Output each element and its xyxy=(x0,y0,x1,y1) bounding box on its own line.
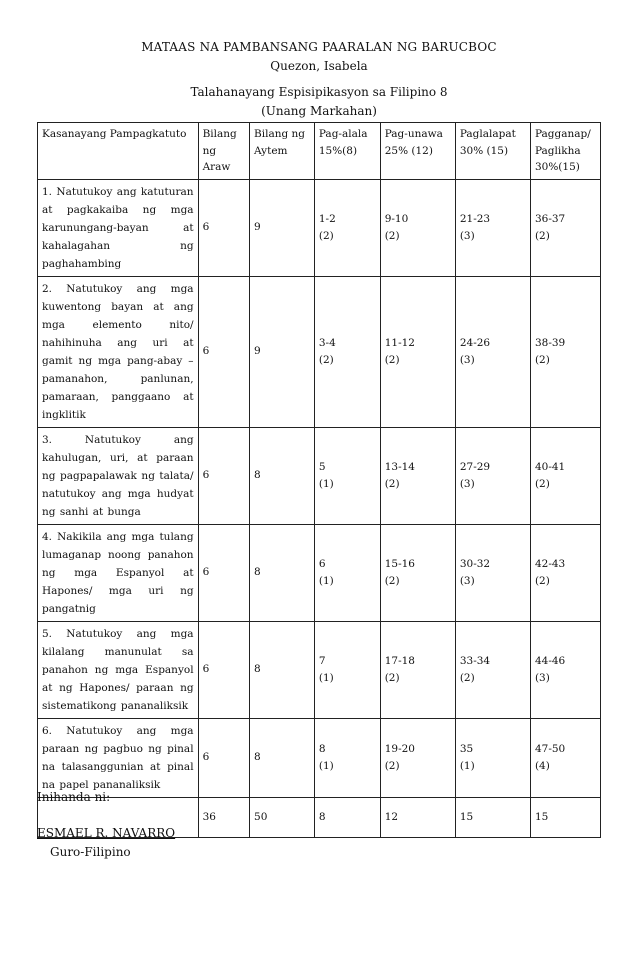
days-cell: 6 xyxy=(198,427,249,524)
understand-count: (2) xyxy=(384,574,400,587)
items-cell: 8 xyxy=(250,718,315,797)
document-title: Talahanayang Espisipikasyon sa Filipino 8 xyxy=(190,85,448,99)
apply-range: 35 xyxy=(459,743,474,755)
understand-range: 15-16 xyxy=(384,558,415,570)
create-cell xyxy=(530,427,600,524)
remember-count: (1) xyxy=(318,574,334,587)
apply-count: (3) xyxy=(459,574,475,587)
table-row xyxy=(38,179,601,276)
total-days: 36 xyxy=(198,797,249,837)
remember-cell xyxy=(314,276,380,427)
remember-cell xyxy=(314,524,380,621)
remember-count: (2) xyxy=(318,229,334,242)
understand-cell xyxy=(380,524,455,621)
total-remember: 8 xyxy=(314,797,380,837)
items-cell: 8 xyxy=(250,524,315,621)
col-header-days: Bilang ng Araw xyxy=(198,123,249,180)
table-row xyxy=(38,718,601,797)
apply-count: (3) xyxy=(459,229,475,242)
understand-range: 13-14 xyxy=(384,461,415,473)
create-count: (2) xyxy=(534,229,550,242)
apply-range: 30-32 xyxy=(459,558,491,570)
specification-table xyxy=(37,122,601,838)
remember-count: (2) xyxy=(318,353,334,366)
apply-cell xyxy=(455,276,530,427)
apply-cell xyxy=(455,621,530,718)
remember-count: (1) xyxy=(318,759,334,772)
remember-cell xyxy=(314,427,380,524)
understand-count: (2) xyxy=(384,671,400,684)
remember-range: 7 xyxy=(318,655,326,667)
remember-range: 8 xyxy=(318,743,326,755)
create-count: (4) xyxy=(534,759,550,772)
days-cell: 6 xyxy=(198,179,249,276)
understand-range: 17-18 xyxy=(384,655,415,667)
understand-range: 19-20 xyxy=(384,743,415,755)
understand-range: 9-10 xyxy=(384,213,409,225)
quarter-label: (Unang Markahan) xyxy=(261,104,377,118)
remember-range: 6 xyxy=(318,558,326,570)
skill-cell: 1. Natutukoy ang katuturan at pagkakaiba ng mga karunungang-bayan at kahalagahan ng paghahambing xyxy=(38,179,199,276)
apply-count: (1) xyxy=(459,759,475,772)
document-header xyxy=(0,38,638,121)
remember-count: (1) xyxy=(318,671,334,684)
understand-count: (2) xyxy=(384,353,400,366)
school-location: Quezon, Isabela xyxy=(270,59,368,73)
prepared-by-label: Inihanda ni: xyxy=(37,790,111,804)
skill-cell: 6. Natutukoy ang mga paraan ng pagbuo ng pinal na talasanggunian at pinal na papel pananaliksik xyxy=(38,718,199,797)
apply-count: (2) xyxy=(459,671,475,684)
days-cell: 6 xyxy=(198,524,249,621)
skill-cell: 2. Natutukoy ang mga kuwentong bayan at ang mga elemento nito/ nahihinuha ang uri at gamit ng mga pang-abay – pamanahon, panlunan, pamaraan, panggaano at ingklitik xyxy=(38,276,199,427)
apply-cell xyxy=(455,718,530,797)
create-count: (2) xyxy=(534,353,550,366)
table-row xyxy=(38,276,601,427)
days-cell: 6 xyxy=(198,718,249,797)
create-range: 42-43 xyxy=(534,558,566,570)
days-cell: 6 xyxy=(198,276,249,427)
apply-range: 24-26 xyxy=(459,337,491,349)
total-items: 50 xyxy=(250,797,315,837)
preparer-name: ESMAEL R. NAVARRO xyxy=(37,826,176,840)
create-range: 47-50 xyxy=(534,743,566,755)
total-create: 15 xyxy=(530,797,600,837)
skill-cell: 5. Natutukoy ang mga kilalang manunulat sa panahon ng mga Espanyol at ng Hapones/ paraan ng sistematikong pananaliksik xyxy=(38,621,199,718)
col-header-understand: Pag-unawa 25% (12) xyxy=(380,123,455,180)
remember-count: (1) xyxy=(318,477,334,490)
apply-cell xyxy=(455,427,530,524)
items-cell: 9 xyxy=(250,276,315,427)
apply-range: 33-34 xyxy=(459,655,491,667)
total-apply: 15 xyxy=(455,797,530,837)
remember-cell xyxy=(314,621,380,718)
skill-cell: 4. Nakikila ang mga tulang lumaganap noong panahon ng mga Espanyol at Hapones/ mga uri ng pangatnig xyxy=(38,524,199,621)
create-cell xyxy=(530,621,600,718)
apply-range: 21-23 xyxy=(459,213,491,225)
remember-range: 1-2 xyxy=(318,213,336,225)
col-header-create: Pagganap/ Paglikha 30%(15) xyxy=(530,123,600,180)
table-header-row xyxy=(38,123,601,180)
items-cell: 9 xyxy=(250,179,315,276)
preparer-role: Guro-Filipino xyxy=(50,845,131,859)
understand-cell xyxy=(380,179,455,276)
table-row xyxy=(38,621,601,718)
apply-count: (3) xyxy=(459,353,475,366)
remember-range: 3-4 xyxy=(318,337,336,349)
understand-count: (2) xyxy=(384,477,400,490)
understand-cell xyxy=(380,718,455,797)
table-row xyxy=(38,524,601,621)
understand-cell xyxy=(380,427,455,524)
total-understand: 12 xyxy=(380,797,455,837)
items-cell: 8 xyxy=(250,427,315,524)
table-row xyxy=(38,427,601,524)
create-cell xyxy=(530,179,600,276)
create-cell xyxy=(530,276,600,427)
create-range: 40-41 xyxy=(534,461,566,473)
create-range: 38-39 xyxy=(534,337,566,349)
understand-count: (2) xyxy=(384,229,400,242)
remember-cell xyxy=(314,718,380,797)
create-range: 36-37 xyxy=(534,213,566,225)
apply-cell xyxy=(455,524,530,621)
skill-cell: 3. Natutukoy ang kahulugan, uri, at paraan ng pagpapalawak ng talata/ natutukoy ang mga hudyat ng sanhi at bunga xyxy=(38,427,199,524)
remember-range: 5 xyxy=(318,461,326,473)
create-count: (2) xyxy=(534,477,550,490)
apply-count: (3) xyxy=(459,477,475,490)
days-cell: 6 xyxy=(198,621,249,718)
col-header-remember: Pag-alala 15%(8) xyxy=(314,123,380,180)
create-count: (2) xyxy=(534,574,550,587)
understand-range: 11-12 xyxy=(384,337,415,349)
understand-count: (2) xyxy=(384,759,400,772)
understand-cell xyxy=(380,621,455,718)
understand-cell xyxy=(380,276,455,427)
create-range: 44-46 xyxy=(534,655,566,667)
remember-cell xyxy=(314,179,380,276)
apply-range: 27-29 xyxy=(459,461,491,473)
col-header-apply: Paglalapat 30% (15) xyxy=(455,123,530,180)
school-name: MATAAS NA PAMBANSANG PAARALAN NG BARUCBOC xyxy=(141,40,497,54)
col-header-skill: Kasanayang Pampagkatuto xyxy=(38,123,199,180)
create-cell xyxy=(530,718,600,797)
items-cell: 8 xyxy=(250,621,315,718)
col-header-items: Bilang ng Aytem xyxy=(250,123,315,180)
create-cell xyxy=(530,524,600,621)
apply-cell xyxy=(455,179,530,276)
create-count: (3) xyxy=(534,671,550,684)
